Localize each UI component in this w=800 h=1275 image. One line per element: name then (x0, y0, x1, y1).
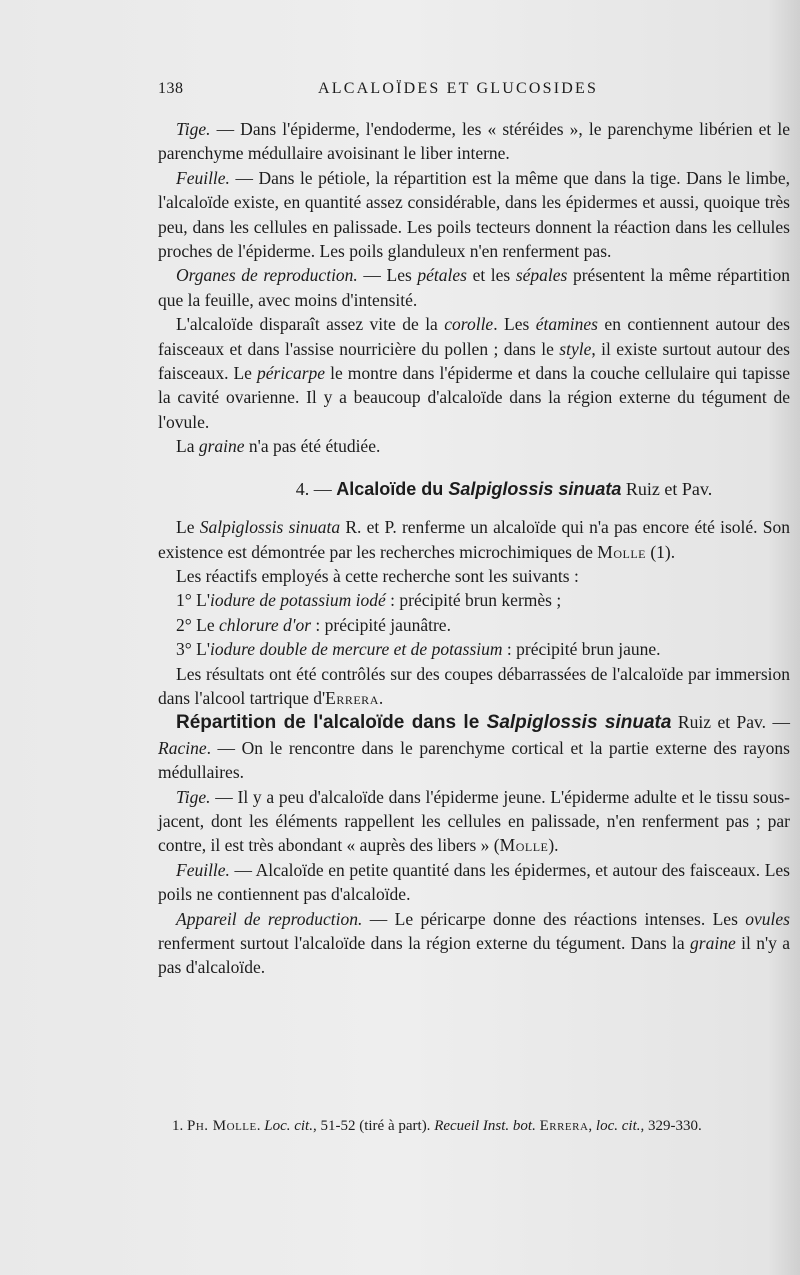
text-run: Le (196, 614, 219, 635)
text-run: — Le péricarpe donne des réactions intenses. Les (362, 908, 746, 929)
italic-term: style (559, 338, 592, 359)
paragraph-text: — Dans l'épiderme, l'endoderme, les « stéréides », le parenchyme libérien et le parenchyme médullaire avoisinant le liber interne. (158, 119, 790, 164)
text-run: — (309, 478, 337, 499)
list-number: 2° (176, 614, 197, 635)
page-number: 138 (158, 80, 184, 97)
italic-term: Salpiglossis sinuata (199, 517, 341, 538)
paragraph-alcaloide-disparait (158, 312, 790, 434)
subheading-species: Salpiglossis sinuata (486, 712, 672, 734)
text-run: — Les (357, 265, 418, 286)
paragraph-graine (158, 434, 790, 458)
text-run: , (588, 1118, 596, 1134)
text-run: le montre dans l'épiderme et dans la couche cellulaire qui tapisse la cavité ovarienne. Il y a beaucoup d'alcaloïde dans la région externe du tégument de l'ovule. (158, 363, 791, 432)
text-run: La (176, 436, 199, 457)
paragraph-feuille (158, 166, 790, 264)
text-run: : précipité brun kermès ; (385, 590, 562, 611)
list-item (158, 613, 790, 637)
paragraph-repartition (158, 710, 790, 784)
footnote-ref: (1). (645, 541, 676, 562)
italic-term: graine (690, 933, 736, 953)
paragraph-reactifs (158, 564, 790, 588)
label-organes: Organes de reproduction. (176, 265, 358, 286)
author-name: Errera (325, 687, 379, 708)
italic-term: Loc. cit. (264, 1118, 313, 1134)
text-run: . Les (493, 314, 536, 335)
italic-term: Racine (158, 737, 207, 758)
text-run: n'a pas été étudiée. (244, 436, 381, 457)
italic-term: sépales (515, 265, 568, 286)
text-run: en contiennent autour des faisceaux et dans l'assise nourricière du pollen ; dans le (158, 314, 790, 359)
author-name: Errera (539, 1118, 589, 1134)
label-tige: Tige. (176, 119, 211, 139)
italic-term: corolle (444, 314, 494, 335)
page-body (158, 117, 790, 980)
text-run: et les (466, 265, 516, 286)
text-run: . — On le rencontre dans le parenchyme cortical et la partie externe des rayons médullaires. (158, 737, 790, 783)
text-run: L'alcaloïde disparaît assez vite de la (176, 314, 445, 335)
footnote-number: 1. (172, 1118, 187, 1134)
author-name: Molle (597, 541, 646, 562)
label-feuille: Feuille. (176, 167, 230, 188)
list-item (158, 588, 790, 612)
italic-term: iodure de potassium iodé (209, 590, 386, 611)
running-header (158, 80, 790, 100)
text-run: . (378, 687, 384, 708)
italic-term: loc. cit. (595, 1118, 641, 1134)
italic-term: étamines (535, 314, 598, 335)
text-run: : précipité brun jaune. (502, 639, 661, 660)
italic-term: graine (198, 436, 245, 457)
text-run: R. et P. renferme un alcaloïde qui n'a pas encore été isolé. Son existence est démontrée par les recherches microchimiques de (158, 517, 790, 562)
italic-term: ovules (745, 908, 790, 929)
footnote (158, 1116, 790, 1136)
text-run: Le (176, 517, 200, 538)
paragraph-organes (158, 263, 790, 312)
paragraph-text: — Dans le pétiole, la répartition est la même que dans la tige. Dans le limbe, l'alcaloïde existe, en quantité assez considérable, dans les épidermes et aussi, quoique très peu, dans les cellules en palissade. Les poils tecteurs donnent la réaction dans les cellules proches de l'épiderme. Les poils glanduleux n'en renferment pas. (158, 167, 790, 262)
italic-term: iodure double de mercure et de potassium (209, 639, 503, 660)
list-number: 1° (176, 590, 197, 611)
subheading: Répartition de l'alcaloïde dans le (176, 712, 487, 734)
paragraph-tige (158, 117, 790, 166)
paragraph-resultats (158, 662, 790, 711)
text-run: — Il y a peu d'alcaloïde dans l'épiderme jeune. L'épiderme adulte et le tissu sous-jacent, dont les éléments rappellent les cellules en palissade, n'en renferment pas ; par contre, il est très abondant « auprès des libers » ( (158, 786, 790, 856)
paragraph-appareil (158, 907, 790, 980)
text-run: présentent la même répartition que la feuille, avec moins d'intensité. (158, 265, 790, 310)
paragraph-tige-2 (158, 785, 790, 858)
list-item (158, 637, 790, 661)
text-run: Ruiz et Pav. — (671, 712, 791, 733)
section-title-authority: Ruiz et Pav. (621, 478, 713, 499)
text-run: L' (196, 639, 210, 660)
text-run: : précipité jaunâtre. (311, 614, 451, 635)
section-title: Alcaloïde du (336, 478, 449, 499)
italic-term: péricarpe (257, 363, 326, 384)
text-run: , 329-330. (640, 1118, 702, 1134)
text-run: Les résultats ont été contrôlés sur des coupes débarrassées de l'alcaloïde par immersion dans l'alcool tartrique d' (158, 663, 790, 708)
author-name: Molle (499, 835, 549, 856)
label-feuille: Feuille. (176, 859, 230, 880)
text-run: renferment surtout l'alcaloïde dans la région externe du tégument. Dans la (158, 933, 691, 953)
text-run: L' (196, 590, 210, 611)
label-appareil: Appareil de reproduction. (176, 908, 363, 929)
text-run: . (256, 1118, 265, 1134)
text-run: ). (548, 835, 559, 856)
italic-term: Recueil Inst. bot. (434, 1118, 536, 1134)
text-run: , il existe surtout autour des faisceaux. Le (158, 338, 790, 384)
text-run: il n'y a pas d'alcaloïde. (158, 933, 790, 978)
list-number: 3° (176, 639, 197, 660)
italic-term: chlorure d'or (218, 614, 312, 635)
section-number: 4. (295, 478, 310, 499)
section-title-species: Salpiglossis sinuata (448, 478, 622, 499)
italic-term: pétales (417, 265, 467, 286)
paragraph-feuille-2 (158, 858, 790, 907)
text-run: , 51-52 (tiré à part). (312, 1118, 435, 1134)
running-title: ALCALOÏDES ET GLUCOSIDES (318, 80, 599, 97)
text-run: Les réactifs employés à cette recherche sont les suivants : (176, 565, 579, 586)
label-tige: Tige. (176, 786, 211, 807)
author-name: Ph. Molle (187, 1118, 257, 1134)
paragraph-salpiglossis (158, 515, 790, 564)
text-run: — Alcaloïde en petite quantité dans les épidermes, et autour des faisceaux. Les poils ne contiennent pas d'alcaloïde. (158, 859, 790, 905)
section-heading (158, 477, 790, 501)
